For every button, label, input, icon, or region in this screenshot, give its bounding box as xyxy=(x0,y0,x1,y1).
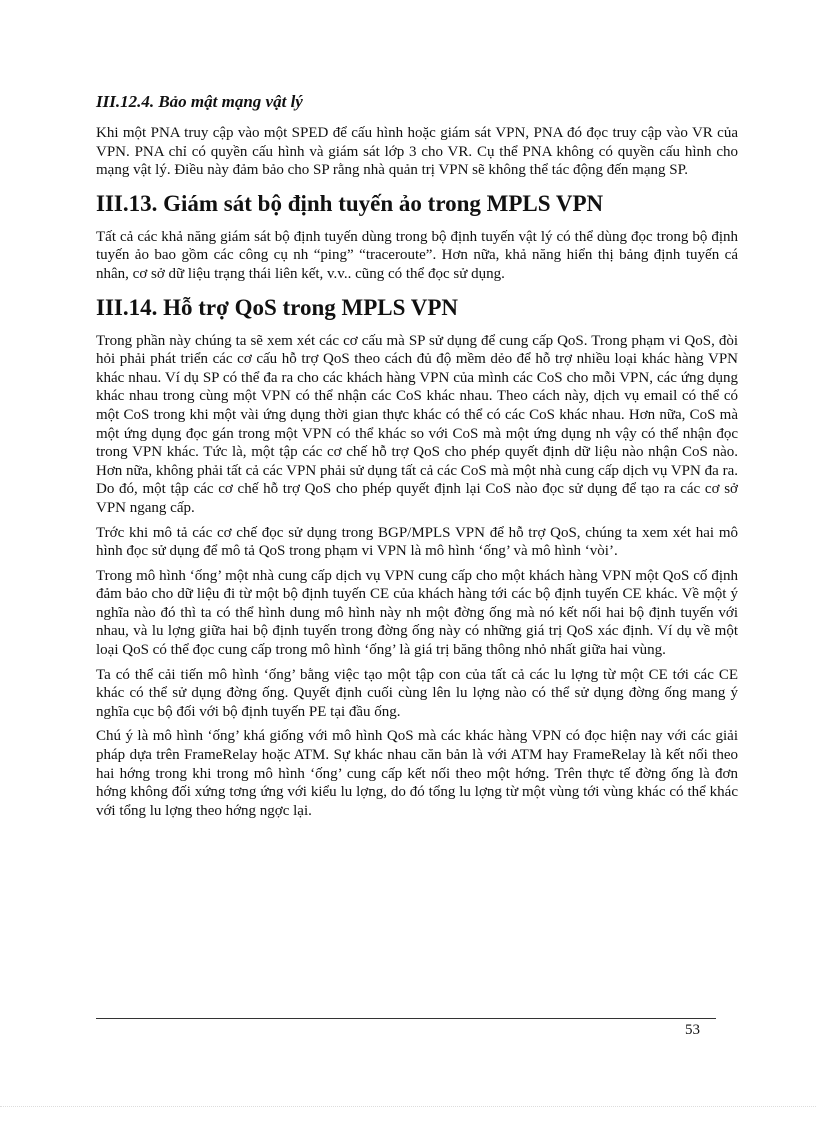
section-14-paragraph-1: Trong phần này chúng ta sẽ xem xét các cơ cấu mà SP sử dụng để cung cấp QoS. Trong phạm vi QoS, đòi hỏi phải phát triển các cơ cấu hỗ trợ QoS theo cách đủ độ mềm dẻo để hỗ trợ nhiều loại khác hàng VPN khác nhau. Ví dụ SP có thể đa ra cho các khách hàng VPN của mình các CoS cho mỗi VPN, các ứng dụng khác nhau trong cùng một VPN có thể nhận các CoS khác nhau. Theo cách này, dịch vụ email có thể có một CoS trong khi một vài ứng dụng thời gian thực khác có thể có các CoS khác nhau. Hơn nữa, CoS mà một ứng dụng đọc gán trong một VPN có thể khác so với CoS mà một ứng dụng nh vậy có thể nhận đọc trong VPN khác. Tức là, một tập các cơ chế hỗ trợ QoS cho phép quyết định dữ liệu nào nhận CoS nào. Hơn nữa, không phải tất cả các VPN phải sử dụng tất cả các CoS mà một nhà cung cấp dịch vụ VPN đa ra. Do đó, một tập các cơ chế hỗ trợ QoS cho phép quyết định lại CoS nào đọc sử dụng để tạo ra các cơ sở VPN ngang cấp. xyxy=(96,332,738,516)
section-13-title: III.13. Giám sát bộ định tuyến ảo trong MPLS VPN xyxy=(96,190,604,216)
section-13-paragraph: Tất cả các khả năng giám sát bộ định tuyến dùng trong bộ định tuyến vật lý có thể dùng đọc trong bộ định tuyến ảo bao gồm các công cụ nh “ping” “traceroute”. Hơn nữa, khả năng hiển thị bảng định tuyến cá nhân, cơ sở dữ liệu trạng thái liên kết, v.v.. cũng có thể đọc sử dụng. xyxy=(96,228,738,282)
section-14-title: III.14. Hỗ trợ QoS trong MPLS VPN xyxy=(96,294,459,320)
subsection-title: III.12.4. Bảo mật mạng vật lý xyxy=(96,92,303,111)
subsection-paragraph: Khi một PNA truy cập vào một SPED để cấu hình hoặc giám sát VPN, PNA đó đọc truy cập vào VR của VPN. PNA chỉ có quyền cấu hình và giám sát lớp 3 cho VR. Cụ thể PNA không có quyền cấu hình cho mạng vật lý. Điều này đảm bảo cho SP rằng nhà quản trị VPN sẽ không thể tác động đến mạng SP. xyxy=(96,125,738,179)
page-edge-divider xyxy=(0,1106,816,1107)
section-14-paragraph-3: Trong mô hình ‘ống’ một nhà cung cấp dịch vụ VPN cung cấp cho một khách hàng VPN một QoS cố định đảm bảo cho dữ liệu đi từ một bộ định tuyến CE của khách hàng tới các bộ định tuyến CE khác. Về một ý nghĩa nào đó thì ta có thể hình dung mô hình này nh một đờng ống mà nó kết nối hai bộ định tuyến với nhau, và lu lợng giữa hai bộ định tuyến trong đờng ống này có những giá trị QoS xác định. Ví dụ về một loại QoS có thể đọc cung cấp trong mô hình ‘ống’ là giá trị băng thông nhỏ nhất giữa hai vùng. xyxy=(96,567,738,659)
section-14-paragraph-5: Chú ý là mô hình ‘ống’ khá giống với mô hình QoS mà các khác hàng VPN có đọc hiện nay với các giải pháp dựa trên FrameRelay hoặc ATM. Sự khác nhau căn bản là với ATM hay FrameRelay là kết nối theo hai hớng trong khi trong mô hình ‘ống’ cung cấp kết nối theo một hớng. Trên thực tế đờng ống là đơn hớng không đối xứng tơng ứng với kiểu lu lợng, do đó tổng lu lợng từ một vùng tới vùng khác có thể khác với tổng lu lợng theo hớng ngợc lại. xyxy=(96,728,738,819)
page-content xyxy=(96,92,738,826)
section-14-paragraph-4: Ta có thể cải tiến mô hình ‘ống’ bằng việc tạo một tập con của tất cả các lu lợng từ một CE tới các CE khác có thể sử dụng đờng ống. Quyết định cuối cùng lên lu lợng nào có thể sử dụng đờng ống mang ý nghĩa cục bộ đối với bộ định tuyến PE tại đầu ống. xyxy=(96,666,738,720)
section-14-paragraph-2: Trớc khi mô tả các cơ chế đọc sử dụng trong BGP/MPLS VPN để hỗ trợ QoS, chúng ta xem xét hai mô hình đọc sử dụng để mô tả QoS trong phạm vi VPN là mô hình ‘ống’ và mô hình ‘vòi’. xyxy=(96,524,738,560)
footer-divider xyxy=(96,1018,716,1019)
page-number: 53 xyxy=(685,1022,700,1038)
